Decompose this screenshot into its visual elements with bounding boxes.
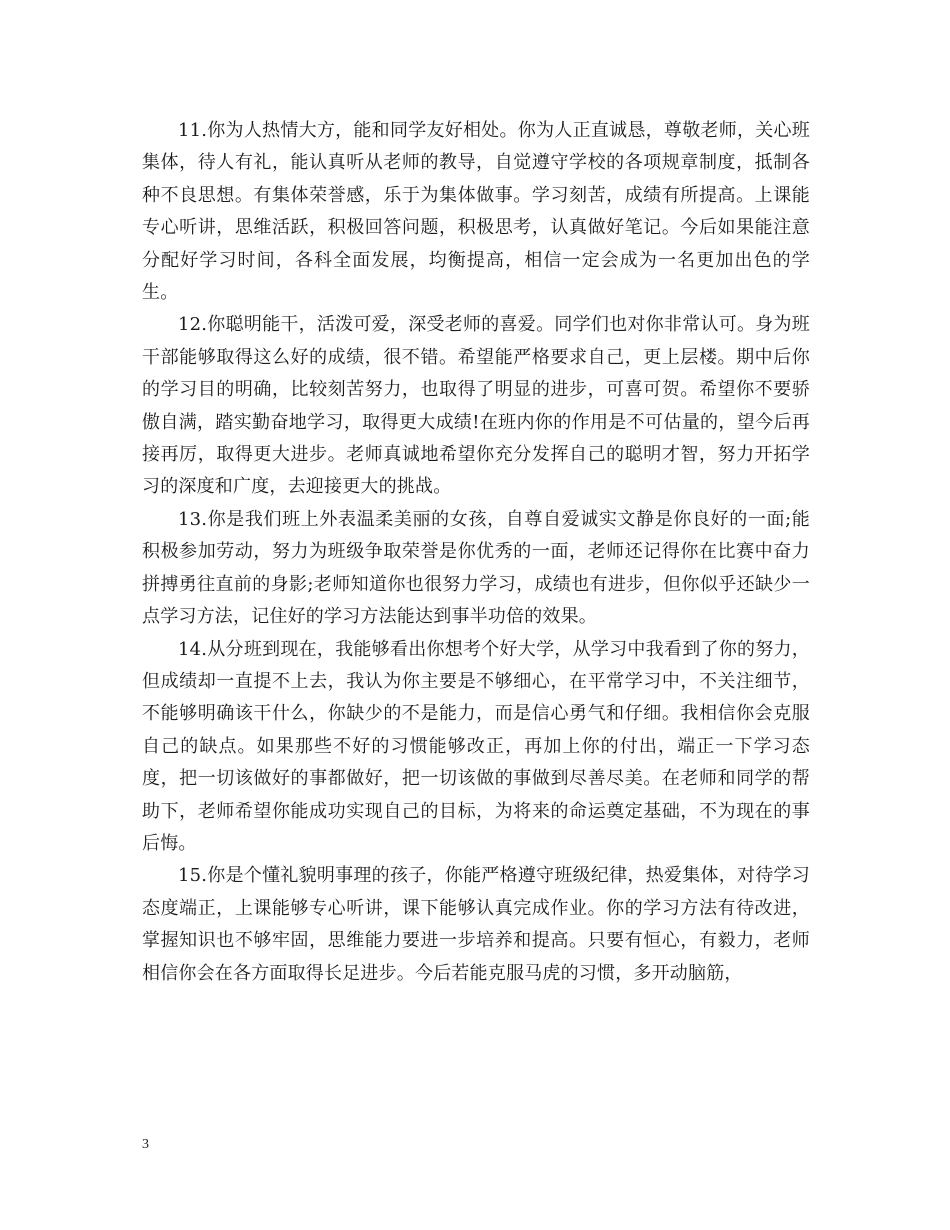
- page-number: 3: [142, 1137, 149, 1152]
- paragraph-13: 13.你是我们班上外表温柔美丽的女孩，自尊自爱诚实文静是你良好的一面;能积极参加劳动，努力为班级争取荣誉是你优秀的一面，老师还记得你在比赛中奋力拼搏勇往直前的身影;老师知道你也很努力学习，成绩也有进步，但你似乎还缺少一点学习方法，记住好的学习方法能达到事半功倍的效果。: [142, 508, 810, 628]
- document-body: [142, 115, 810, 990]
- paragraph-12: 12.你聪明能干，活泼可爱，深受老师的喜爱。同学们也对你非常认可。身为班干部能够取得这么好的成绩，很不错。希望能严格要求自己，更上层楼。期中后你的学习目的明确，比较刻苦努力，也取得了明显的进步，可喜可贺。希望你不要骄傲自满，踏实勤奋地学习，取得更大成绩!在班内你的作用是不可估量的，望今后再接再厉，取得更大进步。老师真诚地希望你充分发挥自己的聪明才智，努力开拓学习的深度和广度，去迎接更大的挑战。: [142, 314, 810, 498]
- paragraph-15: 15.你是个懂礼貌明事理的孩子，你能严格遵守班级纪律，热爱集体，对待学习态度端正，上课能够专心听讲，课下能够认真完成作业。你的学习方法有待改进，掌握知识也不够牢固，思维能力要进一步培养和提高。只要有恒心，有毅力，老师相信你会在各方面取得长足进步。今后若能克服马虎的习惯，多开动脑筋，: [142, 865, 810, 984]
- paragraph-14: 14.从分班到现在，我能够看出你想考个好大学，从学习中我看到了你的努力，但成绩却一直提不上去，我认为你主要是不够细心，在平常学习中，不关注细节，不能够明确该干什么，你缺少的不是能力，而是信心勇气和仔细。我相信你会克服自己的缺点。如果那些不好的习惯能够改正，再加上你的付出，端正一下学习态度，把一切该做好的事都做好，把一切该做的事做到尽善尽美。在老师和同学的帮助下，老师希望你能成功实现自己的目标，为将来的命运奠定基础，不为现在的事后悔。: [142, 638, 810, 854]
- paragraph-11: 11.你为人热情大方，能和同学友好相处。你为人正直诚恳，尊敬老师，关心班集体，待人有礼，能认真听从老师的教导，自觉遵守学校的各项规章制度，抵制各种不良思想。有集体荣誉感，乐于为集体做事。学习刻苦，成绩有所提高。上课能专心听讲，思维活跃，积极回答问题，积极思考，认真做好笔记。今后如果能注意分配好学习时间，各科全面发展，均衡提高，相信一定会成为一名更加出色的学生。: [142, 120, 810, 304]
